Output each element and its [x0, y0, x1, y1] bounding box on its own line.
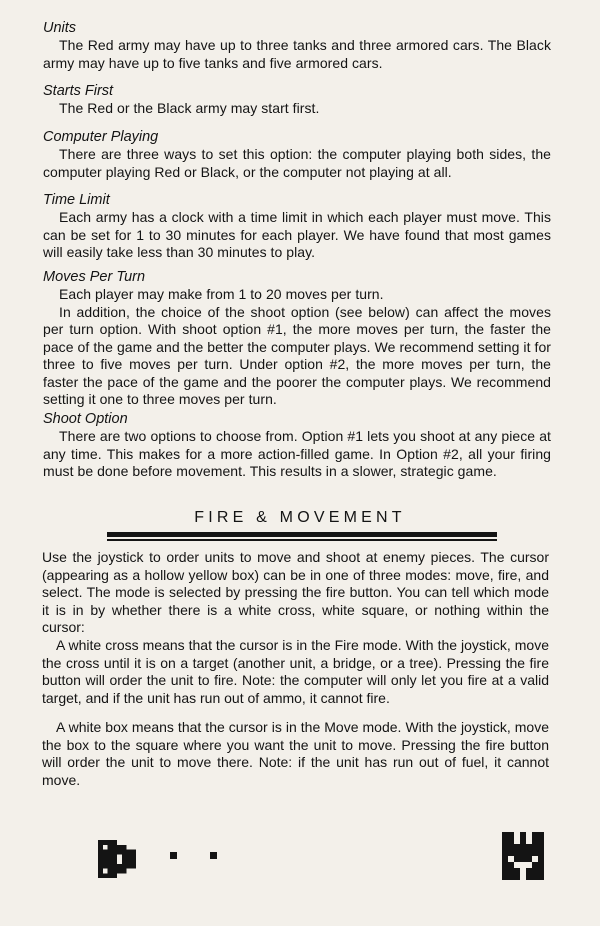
section-heading: Computer Playing [43, 129, 159, 145]
move-mode-block [42, 719, 549, 789]
section-paragraph: Each army has a clock with a time limit in which each player must move. This can be set for 1 to 30 minutes for each player. We have found that most games will easily take less than 30 minutes to play. [43, 209, 551, 260]
shot-dots-icon [170, 850, 222, 862]
section-units [43, 19, 551, 72]
fire-movement-intro [42, 549, 549, 637]
section-paragraph: There are two options to choose from. Option #1 lets you shoot at any piece at any time. This makes for a more action-filled game. In Option #2, all your firing must be done before movement. This results in a slower, strategic game. [43, 428, 551, 479]
section-paragraph: The Red army may have up to three tanks and three armored cars. The Black army may have up to five tanks and five armored cars. [43, 37, 551, 71]
section-paragraph: Each player may make from 1 to 20 moves per turn. [59, 286, 384, 302]
intro-paragraph: Use the joystick to order units to move and shoot at enemy pieces. The cursor (appearing as a hollow yellow box) can be in one of three modes: move, fire, and select. The mode is selected by pressing the fire button. You can tell which mode it is in by whether there is a white cross, white square, or nothing within the cursor: [42, 549, 549, 635]
section-shoot-option [43, 410, 551, 481]
castle-pixel-icon [502, 832, 544, 880]
fire-mode-paragraph: A white cross means that the cursor is in the Fire mode. With the joystick, move the cross until it is on a target (another unit, a bridge, or a tree). Pressing the fire button will order the unit to fire. Note: the computer will only let you fire at a valid target, and if the unit has run out of ammo, it cannot fire. [42, 637, 549, 706]
title-rule-thin [107, 539, 497, 541]
fire-mode-block [42, 637, 549, 707]
title-rule-thick [107, 532, 497, 537]
section-heading: Shoot Option [43, 411, 128, 427]
section-heading: Time Limit [43, 192, 110, 208]
move-mode-paragraph: A white box means that the cursor is in the Move mode. With the joystick, move the box to the square where you want the unit to move. Pressing the fire button will order the unit to move there. Note: if the unit has run out of fuel, it cannot move. [42, 719, 549, 788]
section-paragraph: There are three ways to set this option: the computer playing both sides, the computer playing Red or Black, or the computer not playing at all. [43, 146, 551, 180]
section-starts-first [43, 82, 551, 118]
section-computer-playing [43, 128, 551, 181]
section-heading: Units [43, 20, 77, 36]
tank-pixel-icon [97, 840, 137, 878]
section-paragraph: In addition, the choice of the shoot option (see below) can affect the moves per turn option. With shoot option #1, the more moves per turn, the faster the pace of the game and the better the computer plays. We recommend setting it for three to five moves per turn. Under option #2, the more moves per turn, the faster the pace of the game and the poorer the computer plays. We recommend setting it one to three moves per turn. [43, 303, 551, 407]
section-paragraph: The Red or the Black army may start first. [59, 100, 320, 116]
section-heading: Moves Per Turn [43, 269, 146, 285]
section-heading: Starts First [43, 83, 114, 99]
section-moves-per-turn [43, 268, 551, 409]
fire-movement-title: FIRE & MOVEMENT [194, 509, 406, 526]
section-time-limit [43, 191, 551, 262]
